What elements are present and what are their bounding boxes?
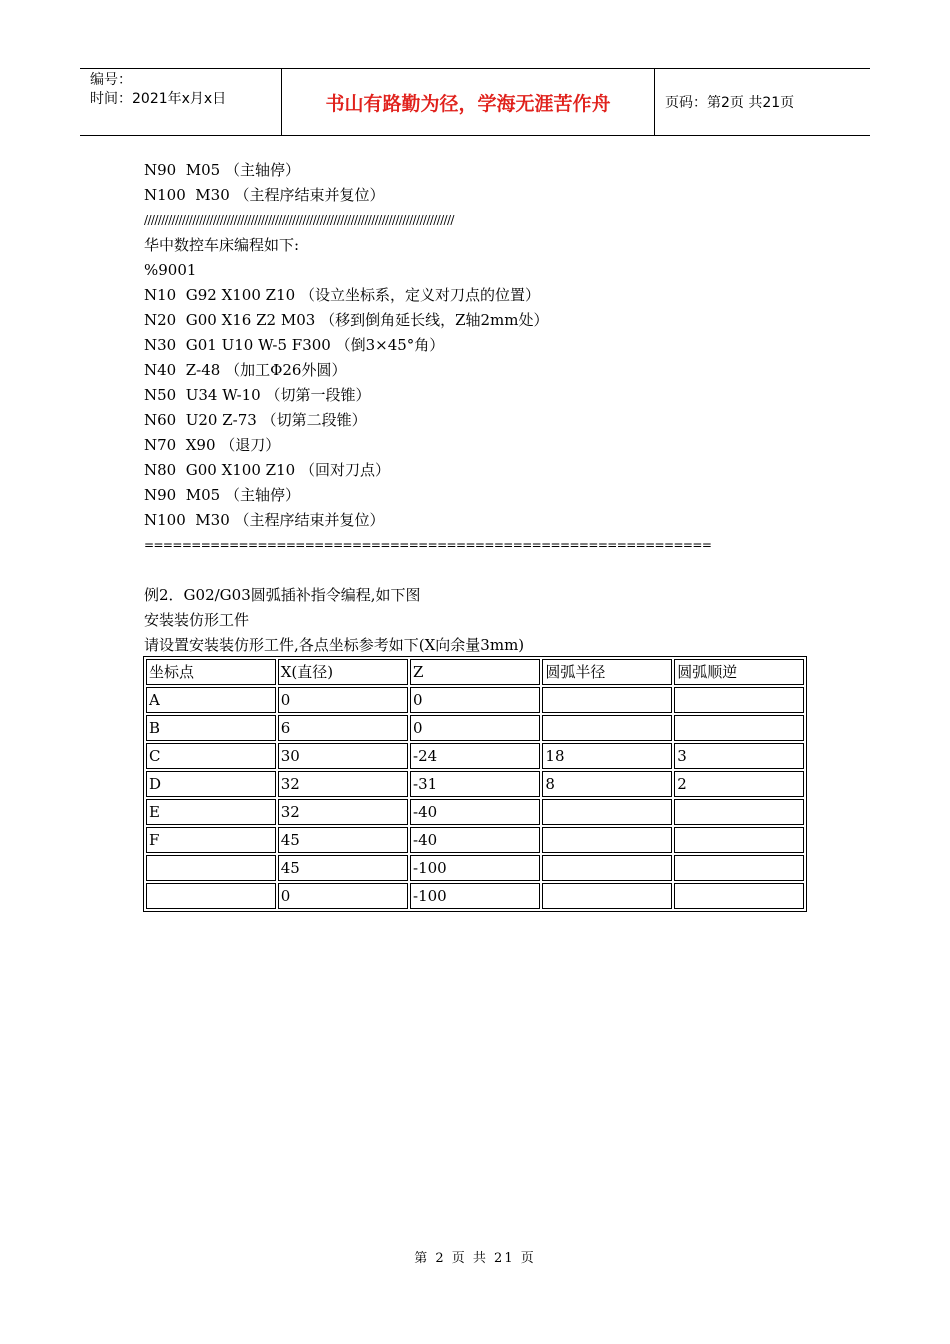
table-cell [674,883,804,909]
table-row [146,827,804,853]
header-number-label: 编号： [90,72,132,88]
table-header-cell: 圆弧顺逆 [674,659,804,685]
table-cell: 0 [278,687,408,713]
header-date-label: 时间：2021年x月x日 [90,91,227,107]
header-meta [80,69,282,135]
code-line: N50 U34 W-10 （切第一段锥） [144,386,371,404]
table-header-row [146,659,804,685]
table-cell [674,855,804,881]
program-number: %9001 [144,261,197,279]
table-cell [542,715,672,741]
table-header-cell: X(直径) [278,659,408,685]
table-cell: 0 [410,715,540,741]
page-header [80,68,870,136]
blank-line [144,558,844,583]
table-row [146,771,804,797]
header-motto: 书山有路勤为径，学海无涯苦作舟 [282,69,655,135]
table-cell: -31 [410,771,540,797]
code-line: N20 G00 X16 Z2 M03 （移到倒角延长线，Z轴2mm处） [144,311,549,329]
table-row [146,743,804,769]
document-body [144,158,844,658]
code-line: N40 Z-48 （加工Φ26外圆） [144,361,347,379]
separator-slashes: ////////////////////////////////////////////////////////////////////////////////////////// [144,213,454,227]
header-page-label: 页码：第2页 共21页 [665,95,795,111]
code-line: N70 X90 （退刀） [144,436,281,454]
table-row [146,799,804,825]
table-cell: D [146,771,276,797]
table-cell: C [146,743,276,769]
table-row [146,715,804,741]
table-cell [674,715,804,741]
table-cell [674,827,804,853]
table-cell: 8 [542,771,672,797]
page-footer: 第 2 页 共 21 页 [414,1251,536,1266]
table-cell: 0 [278,883,408,909]
table-cell: -24 [410,743,540,769]
table-row [146,883,804,909]
code-line: N10 G92 X100 Z10 （设立坐标系，定义对刀点的位置） [144,286,540,304]
code-line: N80 G00 X100 Z10 （回对刀点） [144,461,390,479]
coordinates-table-body [146,659,804,909]
section-heading: 华中数控车床编程如下: [144,236,300,254]
table-cell: -100 [410,883,540,909]
example-subheading: 安装装仿形工件 [144,611,250,629]
code-line: N100 M30 （主程序结束并复位） [144,511,385,529]
example-instruction: 请设置安装装仿形工件,各点坐标参考如下(X向余量3mm) [144,636,525,654]
code-line: N90 M05 （主轴停） [144,161,300,179]
example-heading: 例2．G02/G03圆弧插补指令编程,如下图 [144,586,421,604]
table-cell [542,799,672,825]
table-cell: 45 [278,855,408,881]
table-cell: 30 [278,743,408,769]
table-cell: 2 [674,771,804,797]
table-row [146,855,804,881]
table-cell: F [146,827,276,853]
table-cell [146,883,276,909]
table-cell [674,687,804,713]
table-cell: B [146,715,276,741]
table-header-cell: 坐标点 [146,659,276,685]
table-cell [674,799,804,825]
table-cell [542,883,672,909]
code-line: N30 G01 U10 W-5 F300 （倒3×45°角） [144,336,445,354]
code-line: N90 M05 （主轴停） [144,486,300,504]
table-cell: 32 [278,771,408,797]
table-cell: 32 [278,799,408,825]
code-line: N60 U20 Z-73 （切第二段锥） [144,411,367,429]
table-cell: 3 [674,743,804,769]
coordinates-table [143,656,807,912]
table-cell [146,855,276,881]
table-cell [542,687,672,713]
table-cell [542,855,672,881]
table-header-cell: 圆弧半径 [542,659,672,685]
table-cell [542,827,672,853]
table-cell: A [146,687,276,713]
code-line: N100 M30 （主程序结束并复位） [144,186,385,204]
table-cell: -40 [410,799,540,825]
table-cell: 18 [542,743,672,769]
table-cell: 0 [410,687,540,713]
table-cell: E [146,799,276,825]
table-header-cell: Z [410,659,540,685]
table-cell: 45 [278,827,408,853]
table-cell: -100 [410,855,540,881]
table-cell: -40 [410,827,540,853]
table-row [146,687,804,713]
separator-equals: ============================================================ [144,538,712,552]
table-cell: 6 [278,715,408,741]
